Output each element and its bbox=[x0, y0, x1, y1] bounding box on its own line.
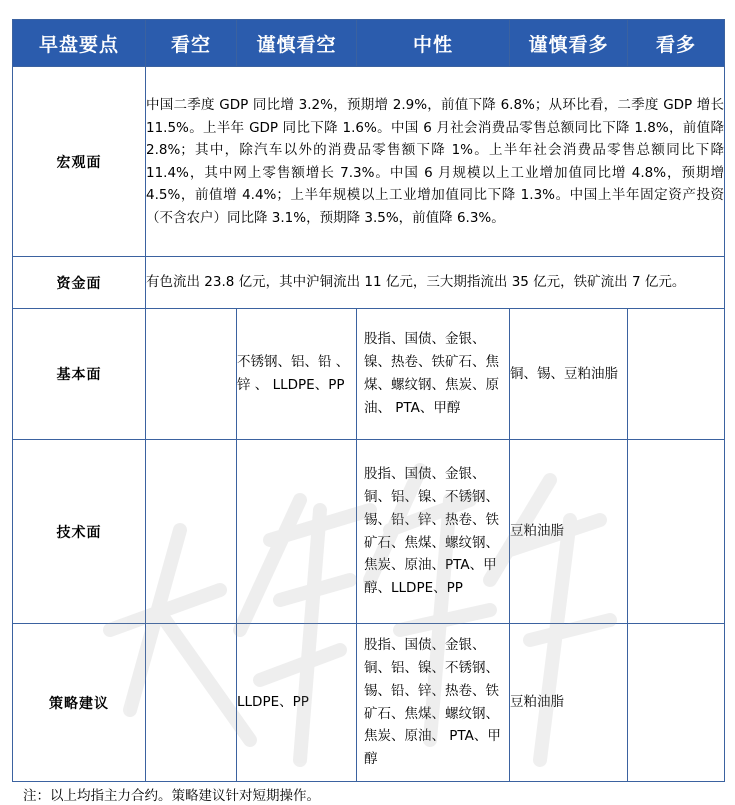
technical-neutral: 股指、国债、金银、铜、铝、镍、不锈钢、锡、铅、锌、热卷、铁矿石、焦煤、螺纹钢、焦炭、原油、PTA、甲醇、LLDPE、PP bbox=[357, 440, 510, 624]
technical-cautious-bearish bbox=[237, 440, 357, 624]
fundamental-neutral: 股指、国债、金银、镍、热卷、铁矿石、焦煤、螺纹钢、焦炭、原油、 PTA、甲醇 bbox=[357, 309, 510, 440]
fundamental-label: 基本面 bbox=[13, 309, 146, 440]
strategy-neutral: 股指、国债、金银、铜、铝、镍、不锈钢、锡、铅、锌、热卷、铁矿石、焦煤、螺纹钢、焦炭、原油、 PTA、甲醇 bbox=[357, 624, 510, 782]
strategy-cautious-bullish: 豆粕油脂 bbox=[510, 624, 628, 782]
technical-cautious-bullish: 豆粕油脂 bbox=[510, 440, 628, 624]
header-bullish: 看多 bbox=[628, 20, 725, 67]
fundamental-bullish bbox=[628, 309, 725, 440]
strategy-label: 策略建议 bbox=[13, 624, 146, 782]
header-cautious-bullish: 谨慎看多 bbox=[510, 20, 628, 67]
technical-bearish bbox=[146, 440, 237, 624]
fundamental-bearish bbox=[146, 309, 237, 440]
technical-label: 技术面 bbox=[13, 440, 146, 624]
macro-text: 中国二季度 GDP 同比增 3.2%，预期增 2.9%，前值下降 6.8%；从环比看，二季度 GDP 增长 11.5%。上半年 GDP 同比下降 1.6%。中国 6 月社会消费品零售总额同比下降 1.8%，前值降 2.8%；其中，除汽车以外的消费品零售额下降 1%。上半年社会消费品零售总额同比下降 11.4%，其中网上零售额增长 7.3%。中国 6 月规模以上工业增加值同比增 4.8%，预期增 4.5%，前值增 4.4%；上半年规模以上工业增加值同比下降 1.3%。中国上半年固定资产投资（不含农户）同比降 3.1%，预期降 3.5%，前值降 6.3%。 bbox=[146, 67, 725, 257]
funds-row bbox=[13, 257, 725, 309]
header-neutral: 中性 bbox=[357, 20, 510, 67]
technical-bullish bbox=[628, 440, 725, 624]
fundamental-cautious-bullish: 铜、锡、豆粕油脂 bbox=[510, 309, 628, 440]
header-key-points: 早盘要点 bbox=[13, 20, 146, 67]
fundamental-row bbox=[13, 309, 725, 440]
fundamental-cautious-bearish: 不锈钢、铝、铅 、 锌 、 LLDPE、PP bbox=[237, 309, 357, 440]
header-cautious-bearish: 谨慎看空 bbox=[237, 20, 357, 67]
footnote: 注：以上均指主力合约。策略建议针对短期操作。 bbox=[23, 788, 320, 804]
strategy-bearish bbox=[146, 624, 237, 782]
macro-label: 宏观面 bbox=[13, 67, 146, 257]
macro-row bbox=[13, 67, 725, 257]
header-bearish: 看空 bbox=[146, 20, 237, 67]
header-row bbox=[13, 20, 725, 67]
funds-label: 资金面 bbox=[13, 257, 146, 309]
technical-row bbox=[13, 440, 725, 624]
strategy-row bbox=[13, 624, 725, 782]
strategy-cautious-bearish: LLDPE、PP bbox=[237, 624, 357, 782]
funds-text: 有色流出 23.8 亿元，其中沪铜流出 11 亿元，三大期指流出 35 亿元，铁矿流出 7 亿元。 bbox=[146, 257, 725, 309]
strategy-bullish bbox=[628, 624, 725, 782]
outlook-table bbox=[12, 19, 725, 782]
